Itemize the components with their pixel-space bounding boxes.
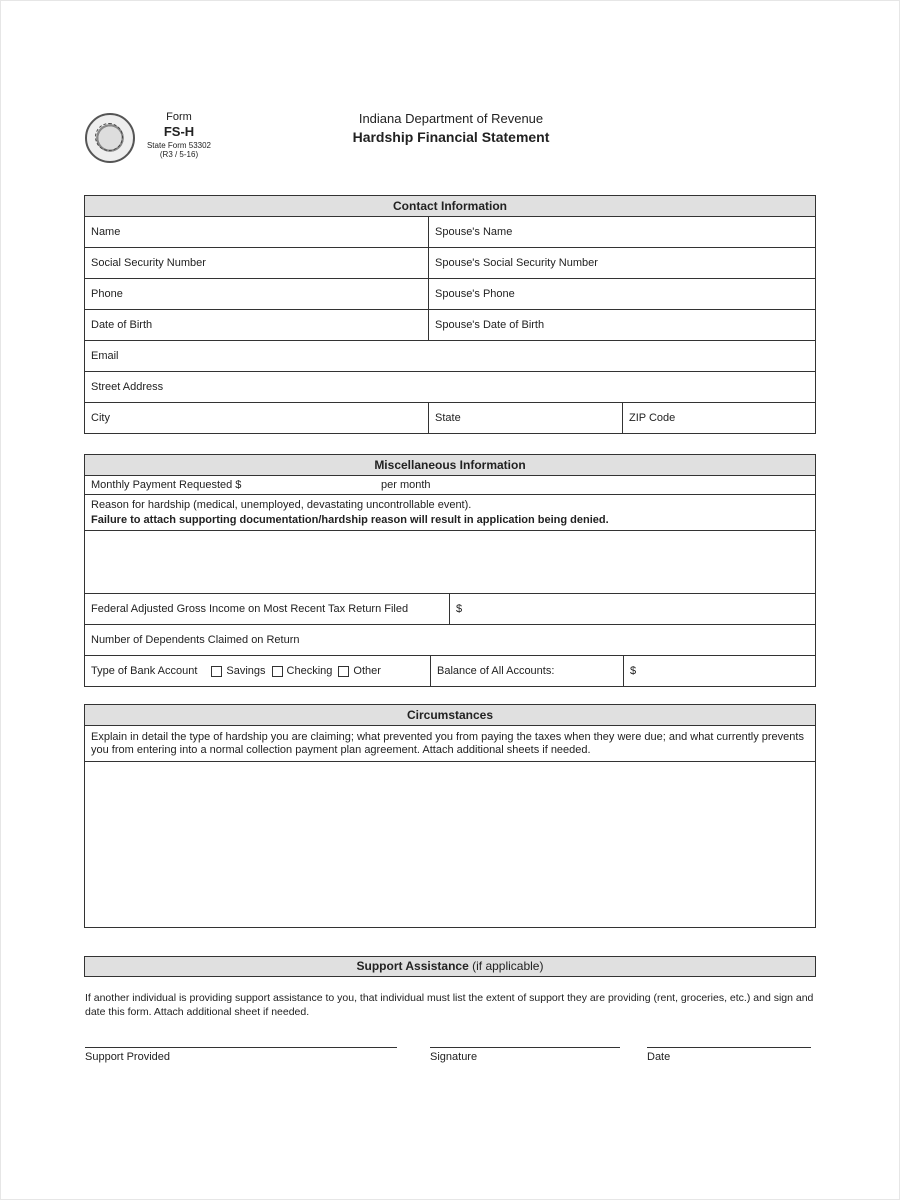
other-checkbox[interactable]	[338, 666, 349, 677]
misc-row-payment	[85, 476, 815, 495]
city-label: City	[91, 412, 110, 424]
contact-row-phone	[85, 279, 815, 310]
spouse-dob-field[interactable]	[428, 310, 815, 340]
contact-row-name	[85, 217, 815, 248]
state-label: State	[435, 412, 461, 424]
spouse-name-label: Spouse's Name	[435, 226, 513, 238]
circumstances-textarea[interactable]	[85, 762, 815, 927]
circumstances-instructions-row	[85, 726, 815, 762]
support-heading-title: Support Assistance	[356, 959, 469, 973]
support-section	[84, 956, 816, 977]
support-provided-label: Support Provided	[85, 1051, 170, 1063]
spouse-phone-label: Spouse's Phone	[435, 288, 515, 300]
circumstances-instructions: Explain in detail the type of hardship you are claiming; what prevented you from paying the taxes when they were due; and what currently prevents you from entering into a normal collection payment plan agreement. Attach additional sheets if needed.	[91, 730, 804, 756]
per-month-label: per month	[381, 479, 431, 491]
name-label: Name	[91, 226, 121, 238]
form-identifier	[137, 111, 221, 159]
contact-heading: Contact Information	[85, 196, 815, 217]
misc-row-bank	[85, 656, 815, 686]
fagi-label-cell	[85, 594, 449, 624]
spouse-name-field[interactable]	[428, 217, 815, 247]
monthly-payment-label: Monthly Payment Requested $	[91, 479, 242, 491]
email-label: Email	[91, 350, 119, 362]
contact-section	[84, 195, 816, 434]
state-field[interactable]	[428, 403, 622, 433]
spouse-phone-field[interactable]	[428, 279, 815, 309]
support-heading	[85, 957, 815, 976]
checking-label: Checking	[286, 665, 333, 677]
email-field[interactable]	[85, 341, 815, 371]
street-address-label: Street Address	[91, 381, 164, 393]
date-line[interactable]	[647, 1047, 811, 1063]
misc-heading: Miscellaneous Information	[85, 455, 815, 476]
city-field[interactable]	[85, 403, 428, 433]
savings-label: Savings	[226, 665, 266, 677]
state-form-number: State Form 53302	[146, 141, 212, 150]
signature-label: Signature	[430, 1051, 478, 1063]
state-seal-icon	[85, 113, 135, 163]
spouse-ssn-field[interactable]	[428, 248, 815, 278]
bank-type-cell	[85, 656, 430, 686]
phone-field[interactable]	[85, 279, 428, 309]
reason-textarea[interactable]	[85, 531, 815, 594]
circumstances-section	[84, 704, 816, 928]
denial-warning: Failure to attach supporting documentation/hardship reason will result in application being denied.	[91, 513, 609, 526]
date-label: Date	[647, 1051, 671, 1063]
misc-row-reason	[85, 495, 815, 531]
spouse-dob-label: Spouse's Date of Birth	[435, 319, 545, 331]
contact-row-city	[85, 403, 815, 433]
support-paragraph: If another individual is providing support assistance to you, that individual must list the extent of support they are providing (rent, groceries, etc.) and sign and date this form. Attach additional sheet if needed.	[85, 992, 814, 1018]
monthly-payment-field[interactable]	[85, 476, 375, 494]
fagi-field[interactable]	[449, 594, 815, 624]
street-address-field[interactable]	[85, 372, 815, 402]
fagi-dollar: $	[456, 603, 463, 615]
form-title: Hardship Financial Statement	[352, 129, 550, 145]
department-name: Indiana Department of Revenue	[358, 111, 544, 126]
contact-row-dob	[85, 310, 815, 341]
support-provided-line[interactable]	[85, 1047, 397, 1063]
balance-dollar: $	[630, 665, 637, 677]
misc-row-dependents	[85, 625, 815, 656]
other-label: Other	[353, 665, 381, 677]
circumstances-instructions-cell	[85, 726, 815, 761]
checking-checkbox[interactable]	[272, 666, 283, 677]
form-label: Form	[166, 111, 192, 123]
savings-checkbox[interactable]	[211, 666, 222, 677]
spouse-ssn-label: Spouse's Social Security Number	[435, 257, 598, 269]
dob-field[interactable]	[85, 310, 428, 340]
balance-label-cell	[430, 656, 623, 686]
ssn-field[interactable]	[85, 248, 428, 278]
reason-cell	[85, 495, 815, 530]
signature-line[interactable]	[430, 1047, 620, 1063]
zip-field[interactable]	[622, 403, 815, 433]
support-heading-note: (if applicable)	[472, 959, 544, 973]
dob-label: Date of Birth	[91, 319, 153, 331]
misc-row-fagi	[85, 594, 815, 625]
dependents-label: Number of Dependents Claimed on Return	[91, 634, 300, 646]
phone-label: Phone	[91, 288, 123, 300]
contact-row-street	[85, 372, 815, 403]
fagi-label: Federal Adjusted Gross Income on Most Recent Tax Return Filed	[91, 603, 409, 615]
zip-label: ZIP Code	[629, 412, 676, 424]
reason-label: Reason for hardship (medical, unemployed, devastating uncontrollable event).	[91, 498, 472, 511]
form-code: FS-H	[163, 124, 195, 139]
balance-label: Balance of All Accounts:	[437, 665, 555, 677]
dependents-field[interactable]	[85, 625, 815, 655]
circumstances-heading: Circumstances	[85, 705, 815, 726]
balance-field[interactable]	[623, 656, 815, 686]
revision: (R3 / 5-16)	[159, 150, 199, 159]
ssn-label: Social Security Number	[91, 257, 206, 269]
name-field[interactable]	[85, 217, 428, 247]
contact-row-email	[85, 341, 815, 372]
contact-row-ssn	[85, 248, 815, 279]
misc-section	[84, 454, 816, 687]
bank-type-label: Type of Bank Account	[91, 665, 198, 677]
per-month-cell	[375, 476, 815, 494]
